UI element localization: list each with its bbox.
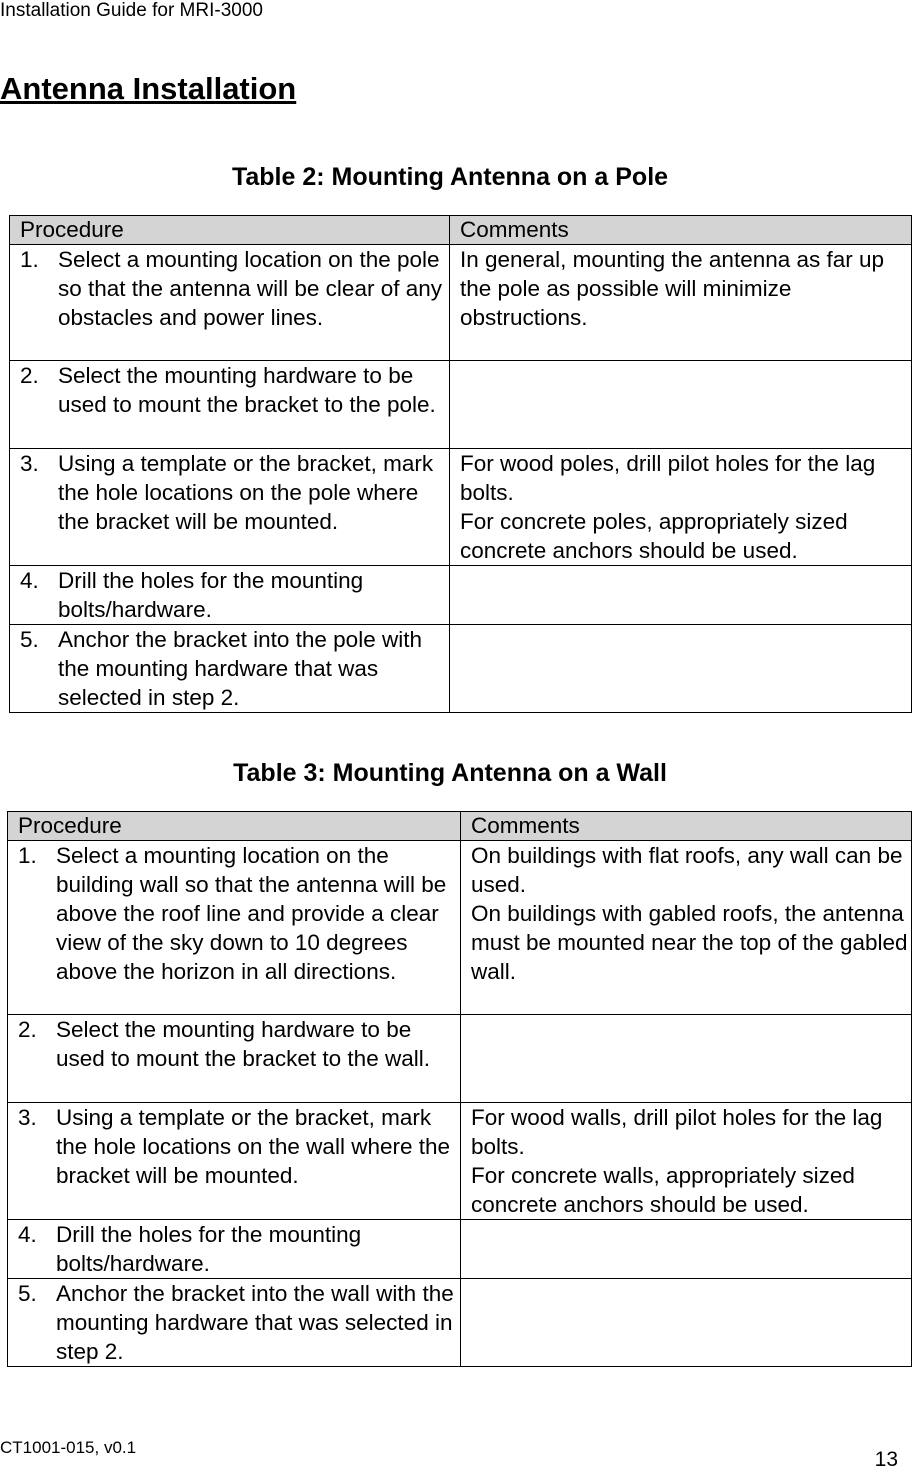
step-text: Anchor the bracket into the pole with the mounting hardware that was selected in step 2.	[58, 627, 422, 710]
column-header: Procedure	[8, 812, 461, 841]
step-number: 3.	[20, 451, 39, 476]
column-header: Comments	[461, 812, 912, 841]
comment-cell	[450, 625, 912, 713]
page-title: Antenna Installation	[0, 71, 297, 106]
table-row	[10, 625, 912, 713]
page-number: 13	[874, 1448, 898, 1471]
comment-cell	[450, 449, 912, 566]
comment-text: For concrete poles, appropriately sized concrete anchors should be used.	[460, 509, 848, 563]
step-text: Anchor the bracket into the wall with the mounting hardware that was selected in step 2.	[56, 1281, 454, 1364]
table-row	[8, 841, 912, 1015]
table-row	[8, 1103, 912, 1220]
procedure-cell	[10, 361, 450, 449]
comment-cell	[450, 361, 912, 449]
comment-cell	[461, 1015, 912, 1103]
comment-cell	[461, 1103, 912, 1220]
comment-cell	[461, 841, 912, 1015]
procedure-cell	[10, 566, 450, 625]
comment-text: For wood poles, drill pilot holes for the lag bolts.	[460, 451, 876, 505]
step-number: 4.	[20, 568, 39, 593]
comment-text: In general, mounting the antenna as far up the pole as possible will minimize obstructions.	[460, 247, 885, 330]
procedure-cell	[10, 449, 450, 566]
step-text: Drill the holes for the mounting bolts/hardware.	[56, 1222, 362, 1276]
procedure-cell	[10, 245, 450, 361]
step-text: Select the mounting hardware to be used to mount the bracket to the pole.	[58, 363, 436, 417]
procedure-cell	[8, 1279, 461, 1367]
comment-cell	[461, 1279, 912, 1367]
step-text: Drill the holes for the mounting bolts/hardware.	[58, 568, 364, 622]
table-caption: Table 2: Mounting Antenna on a Pole	[231, 163, 669, 191]
column-header: Procedure	[10, 216, 450, 245]
table-row	[8, 1279, 912, 1367]
step-number: 5.	[20, 627, 39, 652]
step-text: Select a mounting location on the building wall so that the antenna will be above the roof line and provide a clear view of the sky down to 10 degrees above the horizon in all directions.	[56, 843, 447, 984]
table-row	[10, 566, 912, 625]
table-header-row	[8, 812, 912, 841]
procedure-cell	[8, 841, 461, 1015]
comment-text: For wood walls, drill pilot holes for the lag bolts.	[471, 1105, 883, 1159]
table-row	[10, 245, 912, 361]
procedure-cell	[8, 1103, 461, 1220]
table-row	[10, 449, 912, 566]
table-row	[10, 361, 912, 449]
step-number: 4.	[18, 1222, 37, 1247]
step-text: Select a mounting location on the pole so that the antenna will be clear of any obstacles and power lines.	[58, 247, 442, 330]
procedure-cell	[10, 625, 450, 713]
table-row	[8, 1220, 912, 1279]
column-header: Comments	[450, 216, 912, 245]
comment-cell	[450, 566, 912, 625]
comment-text: For concrete walls, appropriately sized concrete anchors should be used.	[471, 1163, 855, 1217]
procedure-cell	[8, 1220, 461, 1279]
document-id: CT1001-015, v0.1	[0, 1438, 137, 1457]
step-number: 2.	[20, 363, 39, 388]
table-row	[8, 1015, 912, 1103]
comment-cell	[461, 1220, 912, 1279]
step-number: 1.	[20, 247, 39, 272]
step-text: Using a template or the bracket, mark the hole locations on the pole where the bracket will be mounted.	[58, 451, 434, 534]
step-text: Using a template or the bracket, mark the hole locations on the wall where the bracket will be mounted.	[56, 1105, 451, 1188]
step-number: 5.	[18, 1281, 37, 1306]
table-header-row	[10, 216, 912, 245]
step-number: 2.	[18, 1017, 37, 1042]
step-text: Select the mounting hardware to be used to mount the bracket to the wall.	[56, 1017, 430, 1071]
running-header: Installation Guide for MRI-3000	[0, 0, 263, 21]
step-number: 1.	[18, 843, 37, 868]
comment-text: On buildings with flat roofs, any wall can be used.	[471, 843, 903, 897]
pole-mounting-table	[9, 215, 912, 713]
step-number: 3.	[18, 1105, 37, 1130]
wall-mounting-table	[7, 811, 912, 1367]
procedure-cell	[8, 1015, 461, 1103]
comment-cell	[450, 245, 912, 361]
table-caption: Table 3: Mounting Antenna on a Wall	[233, 759, 667, 787]
comment-text: On buildings with gabled roofs, the antenna must be mounted near the top of the gabled wall.	[471, 901, 908, 984]
